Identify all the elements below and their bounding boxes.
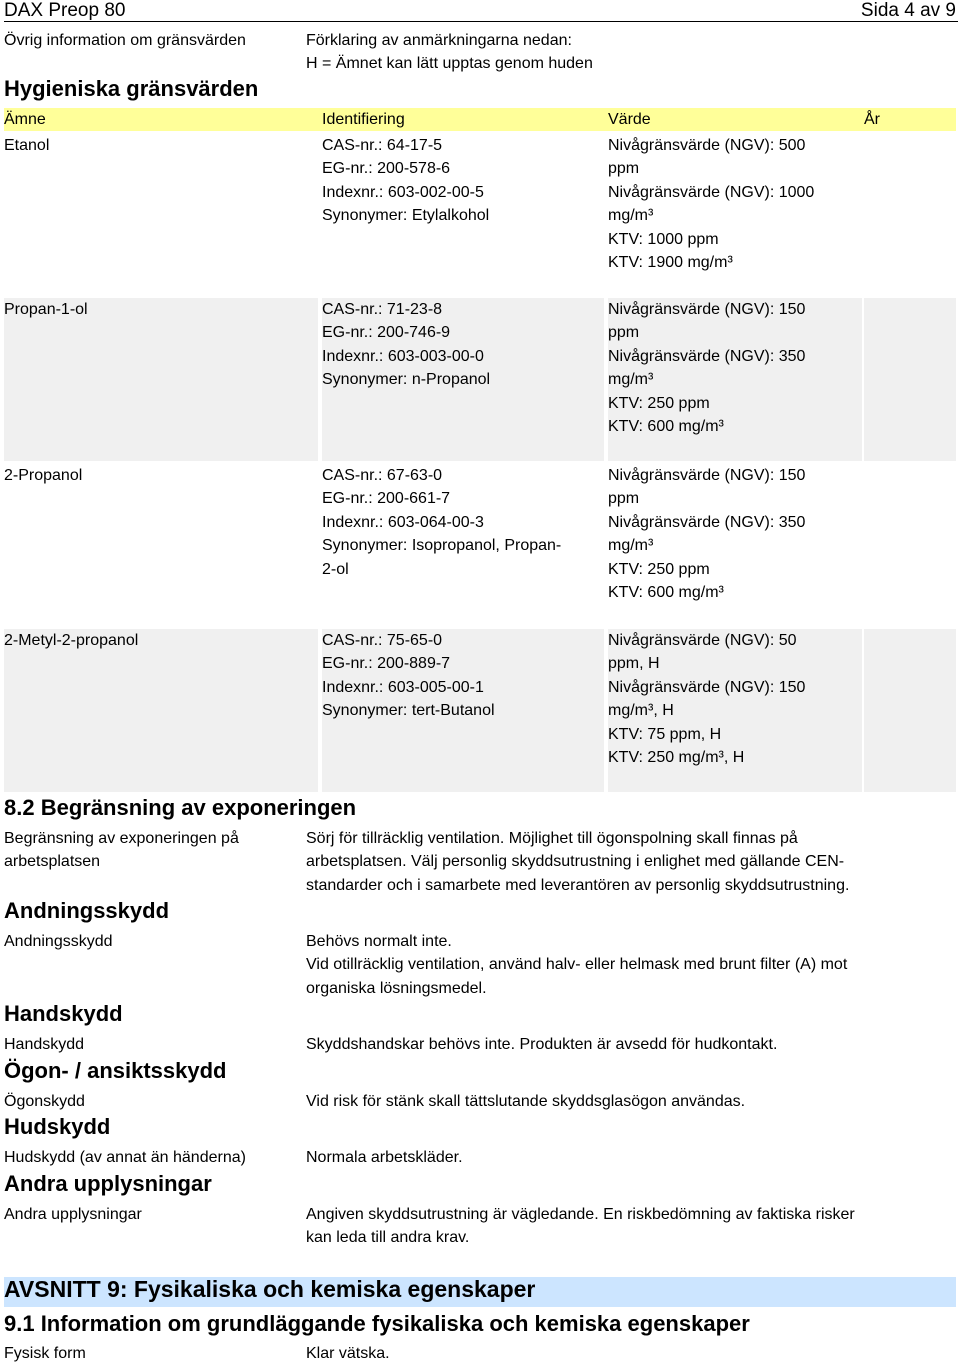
eye-heading: Ögon- / ansiktsskydd — [4, 1058, 227, 1083]
col-header-value: Värde — [608, 111, 651, 128]
value-line: mg/m³ — [608, 207, 654, 225]
workplace-text-line: standarder och i samarbete med leverantören av personlig skyddsutrustning. — [306, 876, 850, 894]
substance-name: Propan-1-ol — [4, 301, 88, 318]
other-protection-line: Angiven skyddsutrustning är vägledande. En riskbedömning av faktiska risker — [306, 1206, 855, 1223]
cell-year — [864, 464, 956, 626]
ident-line: CAS-nr.: 75-65-0 — [322, 632, 443, 649]
value-line: Nivågränsvärde (NGV): 500 — [608, 137, 806, 154]
workplace-label — [4, 827, 239, 874]
physical-form-label: Fysisk form — [4, 1345, 86, 1362]
other-protection-heading: Andra upplysningar — [4, 1171, 212, 1196]
ident-line: Synonymer: Etylalkohol — [322, 207, 490, 225]
value-line: KTV: 250 ppm — [608, 394, 710, 412]
cell-substance — [4, 298, 318, 461]
col-header-substance: Ämne — [4, 111, 46, 128]
other-info-label: Övrig information om gränsvärden — [4, 32, 246, 49]
cell-ident — [322, 464, 604, 626]
other-info-text — [306, 29, 593, 76]
skin-text: Normala arbetskläder. — [306, 1149, 463, 1166]
other-info-line: Förklaring av anmärkningarna nedan: — [306, 32, 572, 49]
value-line: KTV: 1000 ppm — [608, 230, 719, 248]
cell-ident — [322, 298, 604, 461]
hygiene-heading: Hygieniska gränsvärden — [4, 76, 259, 101]
table-row — [4, 629, 956, 792]
respiratory-text — [306, 930, 946, 1000]
ident-line: EG-nr.: 200-889-7 — [322, 655, 451, 673]
section-9-banner — [4, 1277, 956, 1307]
section-8-2-heading: 8.2 Begränsning av exponeringen — [4, 795, 357, 820]
cell-substance — [4, 134, 318, 294]
value-line: KTV: 1900 mg/m³ — [608, 254, 733, 272]
value-line: KTV: 600 mg/m³ — [608, 584, 724, 602]
workplace-label-line: arbetsplatsen — [4, 853, 101, 871]
other-info-line: H = Ämnet kan lätt upptas genom huden — [306, 55, 593, 73]
eye-label: Ögonskydd — [4, 1093, 85, 1110]
value-line: ppm — [608, 490, 640, 508]
ident-line: Synonymer: Isopropanol, Propan- — [322, 537, 562, 555]
value-line: Nivågränsvärde (NGV): 150 — [608, 301, 806, 318]
page-number: Sida 4 av 9 — [860, 0, 956, 21]
respiratory-text-line: Vid otillräcklig ventilation, använd halv- eller helmask med brunt filter (A) mot — [306, 956, 848, 974]
skin-heading: Hudskydd — [4, 1114, 111, 1139]
ident-line: CAS-nr.: 64-17-5 — [322, 137, 443, 154]
substance-name: Etanol — [4, 137, 50, 154]
hand-label: Handskydd — [4, 1036, 85, 1053]
ident-line: CAS-nr.: 71-23-8 — [322, 301, 443, 318]
ident-line: Indexnr.: 603-005-00-1 — [322, 678, 484, 696]
value-line: Nivågränsvärde (NGV): 150 — [608, 467, 806, 484]
ident-line: EG-nr.: 200-578-6 — [322, 160, 451, 178]
value-line: mg/m³, H — [608, 702, 674, 720]
ident-line: EG-nr.: 200-661-7 — [322, 490, 451, 508]
value-line: KTV: 600 mg/m³ — [608, 418, 724, 436]
workplace-text-line: arbetsplatsen. Välj personlig skyddsutrustning i enlighet med gällande CEN- — [306, 853, 845, 871]
physical-form-value: Klar vätska. — [306, 1345, 390, 1362]
value-line: Nivågränsvärde (NGV): 50 — [608, 632, 797, 649]
table-row — [4, 134, 956, 294]
table-row — [4, 298, 956, 461]
cell-value — [608, 298, 862, 461]
value-line: mg/m³ — [608, 537, 654, 555]
value-line: Nivågränsvärde (NGV): 1000 — [608, 183, 815, 201]
col-header-ident: Identifiering — [322, 111, 405, 128]
col-header-year: År — [864, 111, 880, 128]
value-line: KTV: 75 ppm, H — [608, 725, 722, 743]
eye-text: Vid risk för stänk skall tättslutande skyddsglasögon användas. — [306, 1093, 746, 1110]
product-name: DAX Preop 80 — [4, 0, 126, 21]
respiratory-text-line: organiska lösningsmedel. — [306, 979, 487, 997]
ident-line: Indexnr.: 603-002-00-5 — [322, 183, 484, 201]
other-protection-line: kan leda till andra krav. — [306, 1229, 470, 1247]
cell-substance — [4, 464, 318, 626]
other-protection-label: Andra upplysningar — [4, 1206, 142, 1223]
table-row — [4, 464, 956, 626]
workplace-text-line: Sörj för tillräcklig ventilation. Möjlighet till ögonspolning skall finnas på — [306, 830, 798, 847]
ident-line: Synonymer: tert-Butanol — [322, 702, 495, 720]
workplace-text — [306, 827, 946, 897]
value-line: KTV: 250 mg/m³, H — [608, 749, 745, 767]
cell-year — [864, 134, 956, 294]
hand-text: Skyddshandskar behövs inte. Produkten är avsedd för hudkontakt. — [306, 1036, 778, 1053]
table-header — [4, 108, 956, 131]
workplace-label-line: Begränsning av exponeringen på — [4, 830, 239, 847]
cell-value — [608, 464, 862, 626]
cell-value — [608, 134, 862, 294]
hand-heading: Handskydd — [4, 1001, 123, 1026]
ident-line: 2-ol — [322, 560, 349, 578]
page-header — [4, 0, 958, 22]
respiratory-label: Andningsskydd — [4, 933, 113, 950]
skin-label: Hudskydd (av annat än händerna) — [4, 1149, 246, 1166]
value-line: ppm — [608, 324, 640, 342]
ident-line: Indexnr.: 603-003-00-0 — [322, 347, 484, 365]
cell-ident — [322, 134, 604, 294]
value-line: Nivågränsvärde (NGV): 350 — [608, 513, 806, 531]
ident-line: EG-nr.: 200-746-9 — [322, 324, 451, 342]
ident-line: CAS-nr.: 67-63-0 — [322, 467, 443, 484]
section-9-heading: AVSNITT 9: Fysikaliska och kemiska egenskaper — [4, 1276, 536, 1302]
value-line: Nivågränsvärde (NGV): 350 — [608, 347, 806, 365]
value-line: KTV: 250 ppm — [608, 560, 710, 578]
value-line: ppm, H — [608, 655, 660, 673]
ident-line: Indexnr.: 603-064-00-3 — [322, 513, 484, 531]
other-protection-text — [306, 1203, 946, 1250]
substance-name: 2-Propanol — [4, 467, 83, 484]
value-line: ppm — [608, 160, 640, 178]
cell-year — [864, 629, 956, 792]
cell-ident — [322, 629, 604, 792]
substance-name: 2-Metyl-2-propanol — [4, 632, 139, 649]
respiratory-text-line: Behövs normalt inte. — [306, 933, 452, 950]
ident-line: Synonymer: n-Propanol — [322, 371, 491, 389]
cell-substance — [4, 629, 318, 792]
cell-value — [608, 629, 862, 792]
value-line: Nivågränsvärde (NGV): 150 — [608, 678, 806, 696]
value-line: mg/m³ — [608, 371, 654, 389]
respiratory-heading: Andningsskydd — [4, 898, 170, 923]
section-9-1-heading: 9.1 Information om grundläggande fysikaliska och kemiska egenskaper — [4, 1311, 750, 1336]
cell-year — [864, 298, 956, 461]
